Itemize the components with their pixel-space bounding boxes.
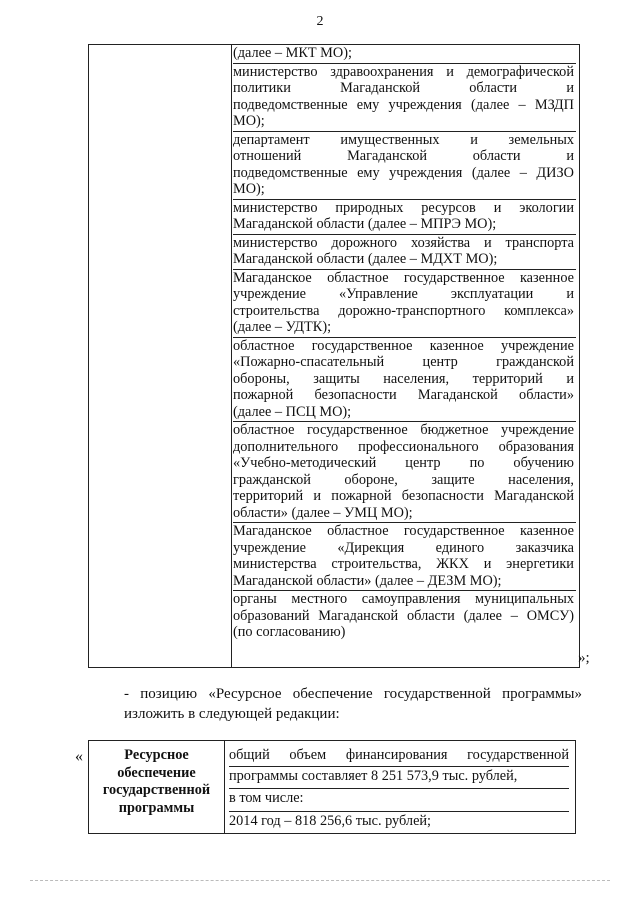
entry-line: министерства строительства, ЖКХ и энергетики [233, 556, 574, 572]
page-bottom-edge [30, 880, 610, 881]
institution-entry [233, 422, 576, 523]
entry-line: министерство здравоохранения и демографической [233, 63, 574, 80]
entry-line: области» (далее – УМЦ МО); [233, 504, 413, 521]
entry-line: министерство дорожного хозяйства и транспорта [233, 234, 574, 251]
entry-line: (далее – УДТК); [233, 319, 332, 335]
entry-line: территорий и пожарной безопасности Магаданской [233, 488, 574, 504]
resource-label [95, 747, 218, 817]
resource-value-line: в том числе: [229, 790, 304, 806]
institution-entry [233, 64, 576, 132]
institutions-list [233, 45, 576, 642]
entry-line: (далее – МКТ МО); [233, 45, 352, 61]
resource-label-line: программы [118, 799, 195, 816]
entry-line: Магаданской области (далее – МДХТ МО); [233, 251, 498, 267]
institution-entry [233, 338, 576, 423]
entry-line: департамент имущественных и земельных [233, 131, 574, 148]
entry-line: «Пожарно-спасательный центр гражданской [233, 354, 574, 370]
entry-line: обороны, защиты населения, территорий и [233, 370, 574, 387]
table-column-divider [231, 45, 232, 667]
entry-line: гражданской обороне, защите населения, [233, 471, 574, 488]
entry-line: МО); [233, 113, 265, 129]
resource-values [229, 747, 569, 834]
entry-line: (далее – ПСЦ МО); [233, 403, 352, 420]
institution-entry [233, 200, 576, 235]
entry-line: образований Магаданской области (далее – ОМСУ) [233, 607, 574, 624]
entry-line: МО); [233, 181, 265, 197]
resource-value-row [229, 790, 569, 812]
entry-line: областное государственное казенное учреждение [233, 337, 574, 354]
resource-label-line: обеспечение [117, 764, 196, 781]
resource-value-line: общий объем финансирования государственной [229, 747, 569, 767]
page-number: 2 [316, 14, 324, 29]
entry-line: областное государственное бюджетное учреждение [233, 422, 574, 438]
opening-quote: « [75, 748, 83, 765]
entry-line: Магаданское областное государственное казенное [233, 269, 574, 286]
resource-value-row [229, 747, 569, 789]
resource-value-line: 2014 год – 818 256,6 тыс. рублей; [229, 812, 432, 829]
entry-line: учреждение «Управление эксплуатации и [233, 286, 574, 302]
institution-entry [233, 270, 576, 338]
institution-entry [233, 132, 576, 200]
instruction-line-1: - позицию «Ресурсное обеспечение государственной программы» [124, 686, 582, 702]
institution-entry [233, 523, 576, 591]
entry-line: Магаданской области» (далее – ДЕЗМ МО); [233, 572, 502, 589]
entry-line: пожарной безопасности Магаданской области» [233, 387, 574, 403]
entry-line: политики Магаданской области и [233, 80, 574, 96]
entry-line: «Учебно-методический центр по обучению [233, 455, 574, 471]
entry-line: дополнительного профессионального образования [233, 438, 574, 455]
instruction-line-2: изложить в следующей редакции: [124, 706, 340, 722]
resource-label-line: государственной [102, 782, 211, 798]
closing-quote: »; [578, 650, 590, 666]
resource-table [88, 740, 576, 834]
resource-value-line: программы составляет 8 251 573,9 тыс. рублей, [229, 767, 518, 784]
institution-entry [233, 591, 576, 642]
table-column-divider [224, 741, 225, 833]
resource-label-line: Ресурсное [124, 747, 189, 763]
entry-line: Магаданское областное государственное казенное [233, 523, 574, 539]
institutions-table [88, 44, 580, 668]
entry-line: строительства дорожно-транспортного комплекса» [233, 302, 574, 319]
entry-line: органы местного самоуправления муниципальных [233, 591, 574, 607]
institution-entry [233, 235, 576, 270]
entry-line: (по согласованию) [233, 624, 346, 640]
institution-entry [233, 45, 576, 64]
resource-value-row [229, 813, 569, 834]
entry-line: отношений Магаданской области и [233, 148, 574, 164]
entry-line: Магаданской области (далее – МПРЭ МО); [233, 216, 497, 232]
instruction-paragraph [86, 684, 582, 724]
entry-line: подведомственные ему учреждения (далее – МЗДП [233, 96, 574, 113]
entry-line: учреждение «Дирекция единого заказчика [233, 539, 574, 556]
entry-line: министерство природных ресурсов и экологии [233, 199, 574, 216]
entry-line: подведомственные ему учреждения (далее – ДИЗО [233, 164, 574, 181]
